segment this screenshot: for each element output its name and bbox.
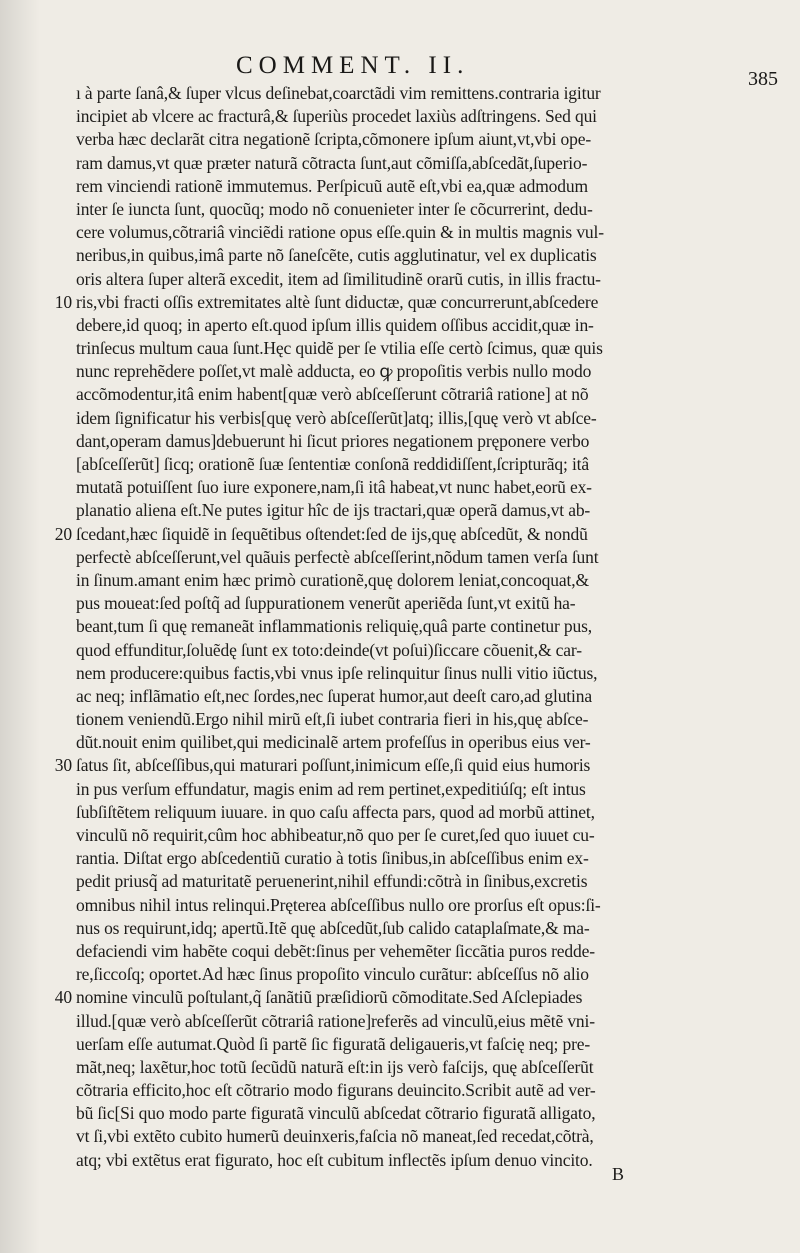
text-line	[76, 175, 782, 198]
line-text: re,ſiccoſq; oportet.Ad hæc ſinus propoſito vinculo curãtur: abſceſſus nõ alio	[76, 964, 589, 985]
text-line	[76, 1033, 782, 1056]
line-text: [abſceſſerũt] ſicq; orationẽ ſuæ ſententiæ conſonã reddidiſſent,ſcripturãq; itâ	[76, 454, 589, 474]
line-text: in ſinum.amant enim hæc primò curationẽ,quę dolorem leniat,concoquat,&	[76, 569, 589, 590]
text-line	[76, 894, 782, 917]
line-text: nem producere:quibus factis,vbi vnus ipſe relinquitur ſinus nulli vitio iũctus,	[76, 662, 598, 683]
text-line	[76, 592, 782, 615]
text-line	[76, 963, 782, 986]
text-line	[76, 1125, 782, 1148]
text-line	[76, 847, 782, 870]
line-text: vinculũ nõ requirit,cûm hoc abhibeatur,nõ quo per ſe curet,ſed quo iuuet cu-	[76, 825, 595, 845]
text-line	[76, 128, 782, 151]
text-line	[76, 1056, 782, 1079]
text-line	[76, 82, 782, 105]
line-text: mãt,neq; laxẽtur,hoc totũ ſecũdũ naturã eſt:in ijs verò faſcijs, quę abſceſſerũt	[76, 1056, 594, 1077]
body-text	[54, 82, 782, 1172]
text-line	[76, 1079, 782, 1102]
text-line	[76, 917, 782, 940]
text-line	[76, 708, 782, 731]
text-line	[76, 453, 782, 476]
line-text: ram damus,vt quæ præter naturã cõtracta ſunt,aut cõmiſſa,abſcedãt,ſuperio-	[76, 152, 588, 173]
text-line	[76, 221, 782, 244]
line-text: quod effunditur,ſoluẽdę ſunt ex toto:deinde(vt poſui)ſiccare cõuenit,& car-	[76, 639, 582, 660]
text-line	[76, 1102, 782, 1125]
text-line	[76, 244, 782, 267]
text-line	[76, 476, 782, 499]
text-line	[76, 662, 782, 685]
line-number-marker: 40	[54, 987, 72, 1008]
line-text: ris,vbi fracti oſſis extremitates altè ſunt diductæ, quæ concurrerunt,abſcedere	[76, 291, 599, 312]
text-line	[76, 569, 782, 592]
line-text: ſatus ſit, abſceſſibus,qui maturari poſſunt,inimicum eſſe,ſi quid eius humoris	[76, 755, 591, 776]
line-text: nunc reprehẽdere poſſet,vt malè adducta, eo ꝙ propoſitis verbis nullo modo	[76, 361, 592, 382]
line-number-marker: 10	[54, 291, 72, 312]
text-line	[76, 639, 782, 662]
line-text: defaciendi vim habẽte coqui debẽt:ſinus per vehemẽter ſiccãtia puros redde-	[76, 940, 595, 961]
line-text: dũt.nouit enim quilibet,qui medicinalẽ artem profeſſus in operibus eius ver-	[76, 732, 591, 753]
line-text: perfectè abſceſſerunt,vel quãuis perfectè abſceſſerint,nõdum tamen verſa ſunt	[76, 546, 599, 567]
text-line	[76, 940, 782, 963]
page-number: 385	[748, 68, 778, 90]
running-head: COMMENT. II.	[236, 52, 470, 79]
line-text: in pus verſum effundatur, magis enim ad rem pertinet,expeditiúſq; eſt intus	[76, 778, 586, 799]
line-text: inter ſe iuncta ſunt, quocũq; modo nõ conuenieter inter ſe cõcurrerint, dedu-	[76, 198, 593, 219]
text-line	[76, 152, 782, 175]
text-line	[76, 105, 782, 128]
line-number-marker: 30	[54, 755, 72, 776]
line-text: dant,operam damus]debuerunt hi ſicut priores negationem pręponere verbo	[76, 430, 590, 451]
text-line	[76, 337, 782, 360]
text-line	[54, 291, 782, 314]
line-text: rantia. Diſtat ergo abſcedentiũ curatio à totis ſinibus,in abſceſſibus enim ex-	[76, 848, 589, 869]
line-text: atq; vbi extẽtus erat figurato, hoc eſt cubitum inflectẽs ipſum denuo vincito.	[76, 1149, 593, 1170]
text-line	[76, 360, 782, 383]
line-text: pus moueat:ſed poſtq̃ ad ſuppurationem venerũt aperiẽda ſunt,vt exitũ ha-	[76, 593, 576, 614]
text-line	[76, 685, 782, 708]
text-line	[76, 870, 782, 893]
line-text: ſubſiſtẽtem reliquum iuuare. in quo caſu affecta pars, quod ad morbũ attinet,	[76, 801, 595, 822]
catchword: B	[611, 1164, 624, 1184]
text-line	[76, 778, 782, 801]
line-text: nomine vinculũ poſtulant,q̃ ſanãtiũ præſidiorũ cõmoditate.Sed Aſclepiades	[76, 987, 583, 1008]
text-line	[76, 1149, 782, 1172]
line-text: planatio aliena eſt.Ne putes igitur hîc de ijs tractari,quæ operã damus,vt ab-	[76, 500, 591, 521]
text-line	[76, 1010, 782, 1033]
text-line	[76, 499, 782, 522]
line-text: nus os requirunt,idq; apertũ.Itẽ quę abſcedũt,ſub calido cataplaſmate,& ma-	[76, 917, 590, 938]
line-text: ı à parte ſanâ,& ſuper vlcus deſinebat,coarctãdi vim remittens.contraria igitur	[76, 83, 601, 103]
line-text: uerſam eſſe autumat.Quòd ſi partẽ ſic figuratã deligaueris,vt faſcię neq; pre-	[76, 1033, 591, 1054]
gutter-shadow	[0, 0, 40, 1253]
text-line	[76, 801, 782, 824]
line-text: bũ ſic[Si quo modo parte figuratã vinculũ abſcedat cõtrario figuratã alligato,	[76, 1103, 596, 1124]
text-line	[54, 523, 782, 546]
line-text: ſcedant,hæc ſiquidẽ in ſequẽtibus oſtendet:ſed de ijs,quę abſcedũt, & nondũ	[76, 523, 588, 544]
line-text: pedit priusq̃ ad maturitatẽ peruenerint,nihil effundi:cõtrà in ſinibus,excretis	[76, 871, 588, 892]
text-line	[76, 314, 782, 337]
line-text: mutatã potuiſſent ſuo iure exponere,nam,ſi itâ habeat,vt nunc habet,eorũ ex-	[76, 477, 592, 498]
line-text: beant,tum ſi quę remaneãt inflammationis reliquię,quâ parte continetur pus,	[76, 616, 593, 637]
text-line	[76, 546, 782, 569]
line-text: oris altera ſuper alterã excedit, item ad ſimilitudinẽ orarũ cutis, in illis fractu-	[76, 268, 601, 289]
line-text: cõtraria efficito,hoc eſt cõtrario modo figurans deuincito.Scribit autẽ ad ver-	[76, 1080, 596, 1101]
text-line	[76, 731, 782, 754]
line-text: trinſecus multum caua ſunt.Hęc quidẽ per ſe vtilia eſſe certò ſcimus, quæ quis	[76, 338, 603, 359]
line-text: rem vinciendi rationẽ immutemus. Perſpicuũ autẽ eſt,vbi ea,quæ admodum	[76, 175, 588, 196]
line-text: vt ſi,vbi extẽto cubito humerũ deuinxeris,faſcia nõ maneat,ſed recedat,cõtrà,	[76, 1126, 594, 1147]
line-text: incipiet ab vlcere ac fracturâ,& ſuperiùs procedet laxiùs adſtringens. Sed qui	[76, 106, 597, 127]
text-line	[54, 754, 782, 777]
line-number-marker: 20	[54, 523, 72, 544]
text-line	[54, 986, 782, 1009]
line-text: tionem veniendũ.Ergo nihil mirũ eſt,ſi iubet contraria fieri in his,quę abſce-	[76, 709, 589, 730]
line-text: idem ſignificatur his verbis[quę verò abſceſſerũt]atq; illis,[quę verò vt abſce-	[76, 407, 597, 428]
line-text: ac neq; inflãmatio eſt,nec ſordes,nec ſuperat humor,aut deeſt caro,ad glutina	[76, 685, 592, 706]
line-text: cere volumus,cõtrariâ vinciẽdi ratione opus eſſe.quin & in multis magnis vul-	[76, 222, 604, 243]
text-line	[76, 615, 782, 638]
line-text: illud.[quæ verò abſceſſerũt cõtrariâ ratione]referẽs ad vinculũ,eius mẽtẽ vni-	[76, 1010, 595, 1031]
line-text: verba hæc declarãt citra negationẽ ſcripta,cõmonere ipſum aiunt,vt,vbi ope-	[76, 129, 591, 150]
line-text: neribus,in quibus,imâ parte nõ ſaneſcẽte, cutis agglutinatur, vel ex duplicatis	[76, 245, 597, 266]
text-line	[76, 383, 782, 406]
line-text: accõmodentur,itâ enim habent[quæ verò abſceſſerunt cõtrariâ ratione] at nõ	[76, 384, 589, 405]
text-line	[76, 198, 782, 221]
line-text: debere,id quoq; in aperto eſt.quod ipſum illis quidem oſſibus accidit,quæ in-	[76, 314, 594, 335]
text-line	[76, 407, 782, 430]
text-line	[76, 268, 782, 291]
text-line	[76, 824, 782, 847]
text-line	[76, 430, 782, 453]
line-text: omnibus nihil intus relinqui.Pręterea abſceſſibus nullo ore prorſus eſt opus:ſi-	[76, 894, 601, 915]
